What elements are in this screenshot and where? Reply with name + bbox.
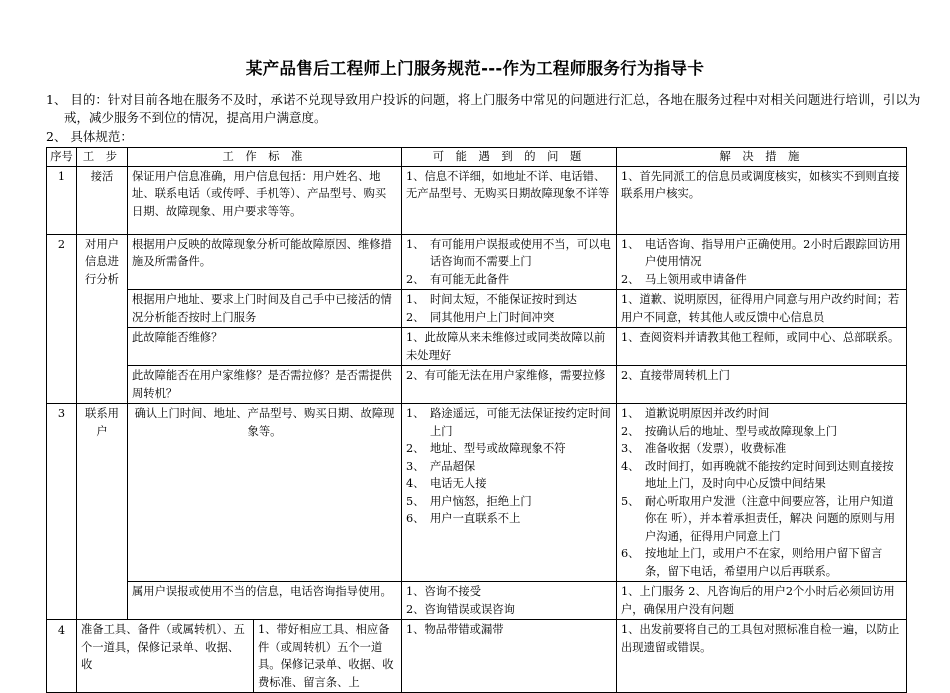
- row-problems: 1、此故障从来未维修过或同类故障以前未处理好: [402, 328, 617, 366]
- list-item: 2、 同其他用户上门时间冲突: [406, 310, 555, 324]
- row-problems: [402, 290, 617, 328]
- row-seq: 4: [47, 620, 77, 693]
- row-step: 接活: [77, 166, 128, 234]
- list-item: 2、咨询错误或误咨询: [406, 602, 515, 616]
- table-row: [47, 234, 907, 290]
- row-standard: 1、带好相应工具、相应备件（或周转机）五个一道具。保修记录单、收据、收费标准、留言条、上: [254, 620, 402, 693]
- row-step: 准备工具、备件（或属转机）、五个一道具，保修记录单、收据、收: [77, 620, 254, 693]
- table-row: [47, 620, 907, 693]
- list-item: 2、 按确认后的地址、型号或故障现象上门: [621, 424, 838, 438]
- list-item: 1、咨询不接受: [406, 585, 481, 598]
- row-problems: [402, 234, 617, 290]
- list-item: 1、 有可能用户误报或使用不当，可以电话咨询而不需要上门: [406, 237, 611, 268]
- row-problems: [402, 404, 617, 582]
- row-step: 对用户信息进行分析: [77, 234, 128, 404]
- purpose-paragraph: 1、 目的：针对目前各地在服务不及时，承诺不兑现导致用户投诉的问题，将上门服务中常见的问题进行汇总，各地在服务过程中对相关问题进行培训，引以为戒，减少服务不到位的情况，提高用户满意度。: [46, 92, 921, 125]
- row-solutions: 2、直接带周转机上门: [617, 366, 907, 404]
- list-item: 5、 耐心听取用户发泄（注意中间要应答，让用户知道你在 听），并本着承担责任，解决 问题的原则与用户沟通，征得用户同意上门: [621, 494, 896, 543]
- row-solutions: 1、上门服务 2、凡咨询后的用户2个小时后必须回访用户，确保用户没有问题: [617, 582, 907, 620]
- spec-heading: 2、 具体规范：: [46, 129, 133, 144]
- row-solutions: 1、查阅资料并请教其他工程师，或同中心、总部联系。: [617, 328, 907, 366]
- header-step: 工 步: [77, 148, 128, 167]
- list-item: 3、 产品超保: [406, 459, 476, 473]
- service-spec-table: [46, 147, 907, 693]
- row-problems: [402, 582, 617, 620]
- list-item: 6、 按地址上门，或用户不在家，则给用户留下留言条，留下电话，希望用户以后再联系。: [621, 547, 883, 578]
- row-standard: 保证用户信息准确，用户信息包括：用户姓名、地址、联系电话（或传呼、手机等）、产品型号、购买日期、故障现象、用户要求等等。: [128, 166, 402, 234]
- list-item: 4、 改时间打，如再晚就不能按约定时间到达则直接按地址上门，及时向中心反馈中间结果: [621, 459, 894, 490]
- row-standard: 根据用户反映的故障现象分析可能故障原因、维修措施及所需备件。: [128, 234, 402, 290]
- row-problems: 2、有可能无法在用户家维修，需要拉修: [402, 366, 617, 404]
- table-header-row: [47, 148, 907, 167]
- row-seq: 3: [47, 404, 77, 620]
- row-seq: 1: [47, 166, 77, 234]
- list-item: 2、 马上领用或申请备件: [621, 272, 747, 286]
- row-standard: 确认上门时间、地址、产品型号、购买日期、故障现象等。: [128, 404, 402, 582]
- header-standard: 工 作 标 准: [128, 148, 402, 167]
- list-item: 2、 地址、型号或故障现象不符: [406, 442, 566, 455]
- row-solutions: [617, 234, 907, 290]
- row-problems: 1、信息不详细，如地址不详、电话错、无产品型号、无购买日期故障现象不详等: [402, 166, 617, 234]
- header-seq: 序号: [47, 148, 77, 167]
- row-standard: 属用户误报或使用不当的信息，电话咨询指导使用。: [128, 582, 402, 620]
- table-row: [47, 290, 907, 328]
- row-standard: 根据用户地址、要求上门时间及自己手中已接活的情况分析能否按时上门服务: [128, 290, 402, 328]
- row-standard: 此故障能否在用户家维修？是否需拉修？是否需提供周转机？: [128, 366, 402, 404]
- row-solutions: 1、道歉、说明原因，征得用户同意与用户改约时间；若用户不同意，转其他人或反馈中心信息员: [617, 290, 907, 328]
- list-item: 1、 路途遥远，可能无法保证按约定时间上门: [406, 407, 611, 438]
- row-solutions: 1、出发前要将自己的工具包对照标准自检一遍，以防止出现遗留或错误。: [617, 620, 907, 693]
- list-item: 5、 用户恼怒，拒绝上门: [406, 494, 532, 508]
- header-solutions: 解 决 措 施: [617, 148, 907, 167]
- row-seq: 2: [47, 234, 77, 404]
- list-item: 1、 时间太短，不能保证按时到达: [406, 293, 577, 306]
- header-problems: 可 能 遇 到 的 问 题: [402, 148, 617, 167]
- list-item: 1、 电话咨询、指导用户正确使用。2小时后跟踪回访用户使用情况: [621, 237, 901, 268]
- row-step: 联系用户: [77, 404, 128, 620]
- table-row: [47, 366, 907, 404]
- document-title: 某产品售后工程师上门服务规范---作为工程师服务行为指导卡: [245, 59, 705, 78]
- table-row: [47, 404, 907, 582]
- row-standard: 此故障能否维修？: [128, 328, 402, 366]
- row-solutions: [617, 404, 907, 582]
- list-item: 6、 用户一直联系不上: [406, 512, 521, 525]
- list-item: 3、 准备收据（发票），收费标准: [621, 442, 787, 455]
- list-item: 4、 电话无人接: [406, 477, 487, 490]
- table-row: [47, 328, 907, 366]
- list-item: 2、 有可能无此备件: [406, 272, 510, 286]
- row-problems: 1、物品带错或漏带: [402, 620, 617, 693]
- row-solutions: 1、首先同派工的信息员或调度核实，如核实不到则直接联系用户核实。: [617, 166, 907, 234]
- table-row: [47, 582, 907, 620]
- table-row: [47, 166, 907, 234]
- list-item: 1、 道歉说明原因并改约时间: [621, 407, 770, 420]
